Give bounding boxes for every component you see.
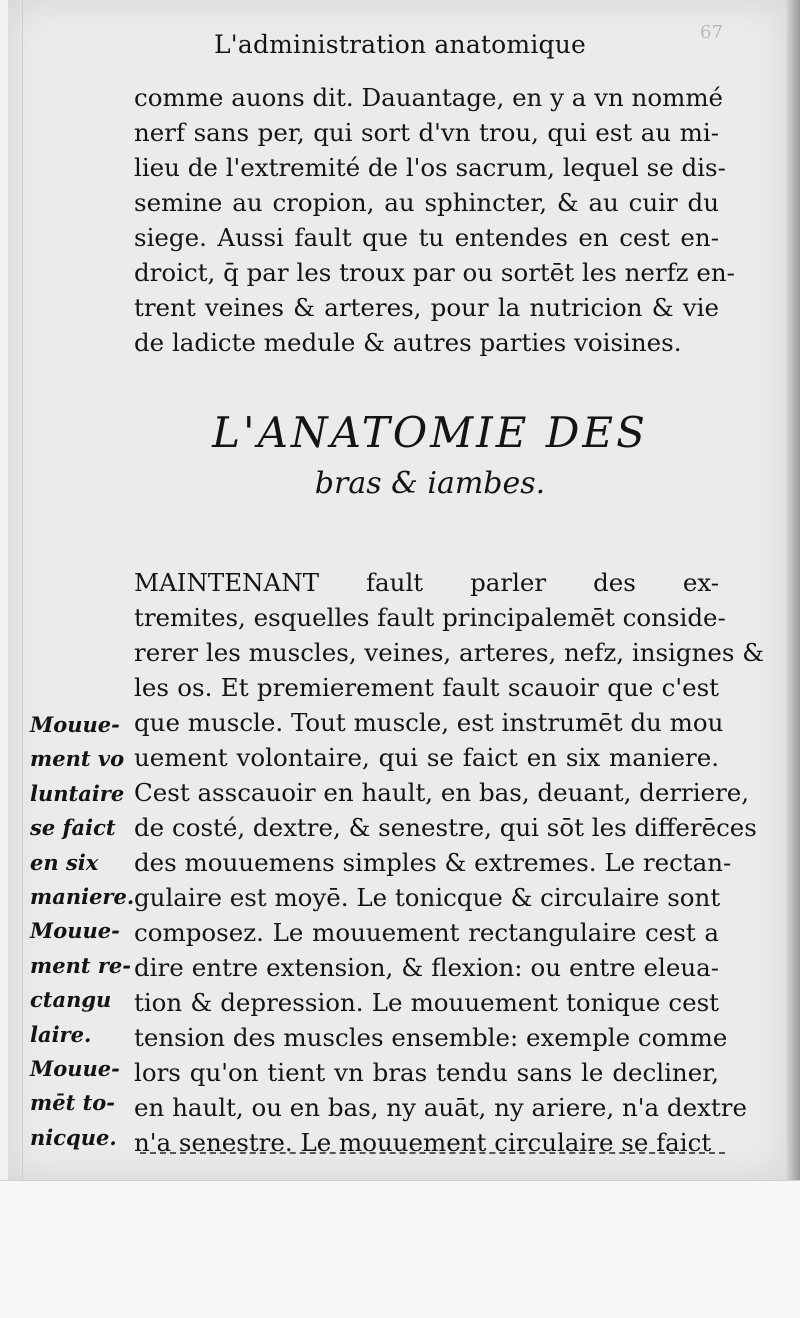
margin-note-line: maniere. xyxy=(30,884,135,910)
text-line: les os. Et premierement fault scauoir que c'est xyxy=(134,673,719,702)
margin-note-line: laire. xyxy=(30,1021,92,1047)
text-line: nerf sans per, qui sort d'vn trou, qui est au mi- xyxy=(134,118,719,147)
page-margin-line xyxy=(22,0,23,1180)
margin-note-line: ctangu xyxy=(30,987,112,1013)
margin-note-line: ment re- xyxy=(30,952,132,978)
margin-note-line: mēt to- xyxy=(30,1090,116,1116)
text-line: siege. Aussi fault que tu entendes en cest en- xyxy=(134,223,719,252)
margin-note-line: ment vo xyxy=(30,746,125,772)
margin-note-line: Mouue- xyxy=(30,712,120,737)
section-title: L'ANATOMIE DES xyxy=(212,408,648,457)
catchword-rule xyxy=(140,1152,725,1154)
text-line: uement volontaire, qui se faict en six maniere. xyxy=(134,743,719,772)
page-edge-shadow xyxy=(786,0,800,1317)
text-line: comme auons dit. Dauantage, en y a vn nommé xyxy=(134,83,724,112)
margin-note-line: en six xyxy=(30,849,99,875)
text-line: en hault, ou en bas, ny auāt, ny ariere, n'a dextre xyxy=(134,1093,747,1122)
text-line: lors qu'on tient vn bras tendu sans le decliner, xyxy=(134,1058,719,1087)
section-subtitle: bras & iambes. xyxy=(314,466,546,501)
margin-note-line: se faict xyxy=(30,815,116,841)
margin-notes xyxy=(30,708,140,1155)
text-line: tion & depression. Le mouuement tonique cest xyxy=(134,988,719,1017)
text-line: Cest asscauoir en hault, en bas, deuant, derriere, xyxy=(134,778,750,807)
margin-note-line: nicque. xyxy=(30,1124,117,1150)
paragraph-2 xyxy=(134,565,765,1160)
margin-note-line: Mouue- xyxy=(30,1056,120,1082)
text-line: tremites, esquelles fault principalemēt conside- xyxy=(134,603,726,632)
text-line: trent veines & arteres, pour la nutricion & vie xyxy=(134,293,719,322)
margin-note-line: Mouue- xyxy=(30,918,120,944)
text-line: lieu de l'extremité de l'os sacrum, lequel se dis- xyxy=(134,153,726,182)
text-line: dire entre extension, & flexion: ou entre eleua- xyxy=(134,953,719,982)
text-line: que muscle. Tout muscle, est instrumēt du mou xyxy=(134,708,724,737)
folio-number: 67 xyxy=(700,22,723,43)
text-line: semine au cropion, au sphincter, & au cuir du xyxy=(134,188,719,217)
running-head: L'administration anatomique xyxy=(213,30,587,59)
text-line: composez. Le mouuement rectangulaire cest a xyxy=(134,918,719,947)
text-line: MAINTENANT fault parler des ex- xyxy=(134,568,719,597)
text-line: n'a senestre. Le mouuement circulaire se faict xyxy=(134,1128,712,1157)
text-line: droict, q̄ par les troux par ou sortēt les nerfz en- xyxy=(134,258,735,287)
paragraph-1 xyxy=(134,80,735,360)
text-line: de ladicte medule & autres parties voisines. xyxy=(134,328,682,357)
text-line: rerer les muscles, veines, arteres, nefz, insignes & xyxy=(134,638,765,667)
text-line: tension des muscles ensemble: exemple comme xyxy=(134,1023,728,1052)
next-page-edge xyxy=(0,1180,800,1318)
text-line: de costé, dextre, & senestre, qui sōt les differēces xyxy=(134,813,757,842)
margin-note-line: luntaire xyxy=(30,780,125,806)
text-line: gulaire est moyē. Le tonicque & circulaire sont xyxy=(134,883,721,912)
text-line: des mouuemens simples & extremes. Le rectan- xyxy=(134,848,732,877)
